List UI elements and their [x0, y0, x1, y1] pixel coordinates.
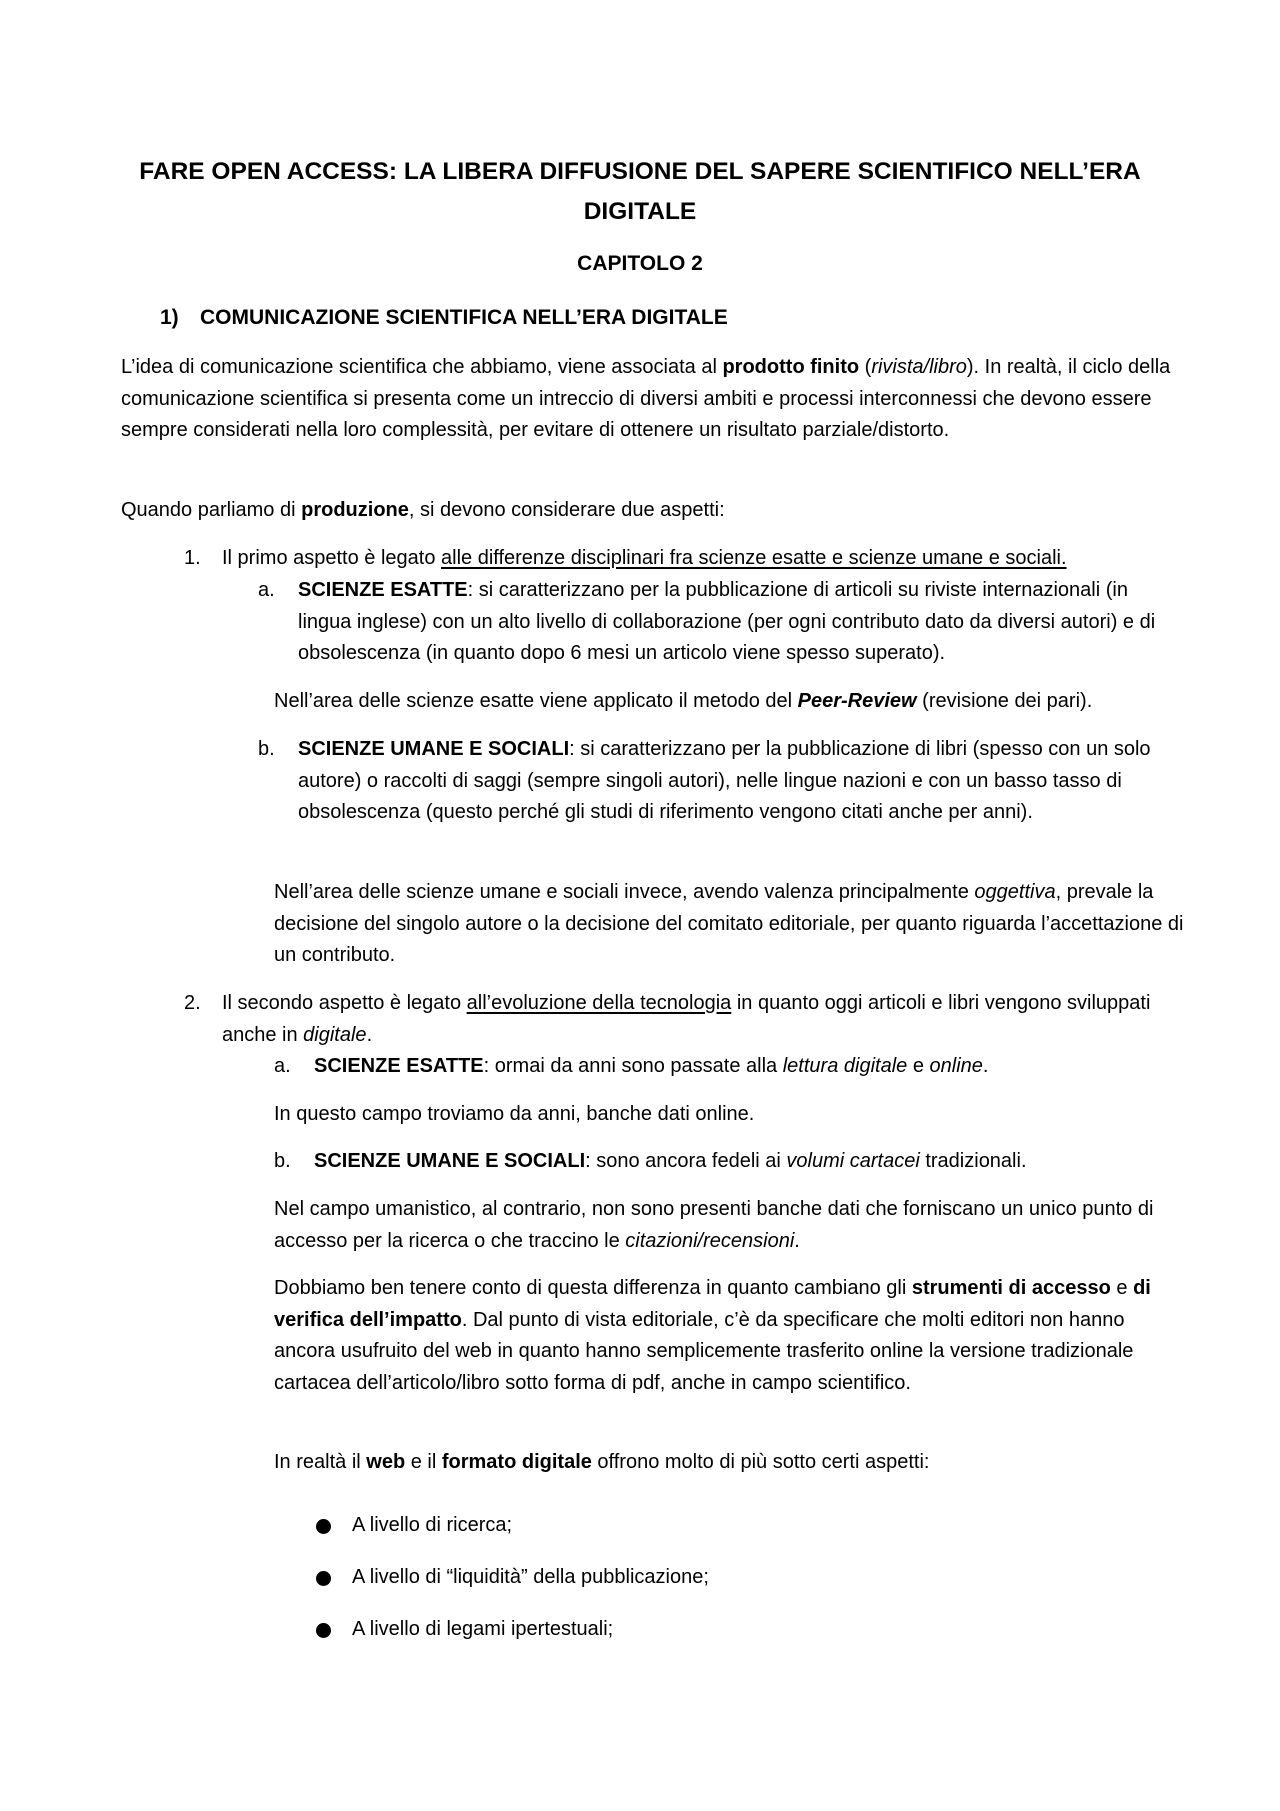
italic-term: citazioni/recensioni [625, 1229, 795, 1252]
list-marker: a. [258, 579, 275, 601]
italic-term: oggettiva [974, 881, 1056, 903]
bold-term: formato digitale [441, 1451, 592, 1473]
underlined-text: all’evoluzione della tecnologia [466, 992, 732, 1014]
italic-term: lettura digitale [782, 1055, 908, 1077]
bold-term: SCIENZE ESATTE [298, 579, 468, 601]
bold-term: di verifica dell’impatto [274, 1277, 1151, 1331]
list-marker: 1. [184, 547, 201, 569]
difference-paragraph: Dobbiamo ben tenere conto di questa differenza in quanto cambiano gli strumenti di accesso e di verifica dell’impatto. Dal punto di vista editoriale, c’è da specificare che molti editori non hanno ancora usufruito del web in quanto hanno semplicemente trasferito online la versione tradizionale cartacea dell’articolo/libro sotto forma di pdf, anche in campo scientifico. [274, 1277, 1151, 1394]
bullet-item: A livello di ricerca; [352, 1514, 513, 1536]
section-number: 1) [160, 306, 179, 329]
sublist-item-2b: SCIENZE UMANE E SOCIALI: sono ancora fedeli ai volumi cartacei tradizionali. [314, 1150, 1027, 1172]
bullet-icon [316, 1571, 331, 1586]
list-marker: a. [274, 1055, 291, 1077]
intro-paragraph: L’idea di comunicazione scientifica che abbiamo, viene associata al prodotto finito (rivista/libro). In realtà, il ciclo della comunicazione scientifica si presenta come un intreccio di diversi ambiti e processi interconnessi che devono essere sempre considerati nella loro complessità, per evitare di ottenere un risultato parziale/distorto. [121, 356, 1171, 441]
human-sciences-paragraph: Nell’area delle scienze umane e sociali invece, avendo valenza principalmente oggettiva, prevale la decisione del singolo autore o la decisione del comitato editoriale, per quanto riguarda l’accettazione di un contributo. [274, 881, 1184, 966]
list-marker: 2. [184, 992, 201, 1014]
bold-term: SCIENZE ESATTE [314, 1055, 484, 1077]
list-item-2: Il secondo aspetto è legato all’evoluzione della tecnologia in quanto oggi articoli e libri vengono sviluppati anche in digitale. [222, 992, 1151, 1046]
italic-term: rivista/libro [871, 356, 967, 378]
bullet-item: A livello di legami ipertestuali; [352, 1618, 614, 1640]
bold-term: produzione [301, 499, 409, 521]
peer-review-paragraph: Nell’area delle scienze esatte viene applicato il metodo del Peer-Review (revisione dei pari). [274, 690, 1093, 712]
underlined-text: alle differenze disciplinari fra scienze esatte e scienze umane e sociali. [441, 547, 1067, 569]
web-paragraph: In realtà il web e il formato digitale offrono molto di più sotto certi aspetti: [274, 1451, 930, 1473]
bullet-icon [316, 1623, 331, 1638]
production-paragraph: Quando parliamo di produzione, si devono considerare due aspetti: [121, 499, 725, 521]
bold-term: prodotto finito [722, 356, 860, 378]
field-paragraph: In questo campo troviamo da anni, banche dati online. [274, 1103, 755, 1125]
section-heading [160, 304, 728, 332]
sublist-item-1b: SCIENZE UMANE E SOCIALI: si caratterizzano per la pubblicazione di libri (spesso con un solo autore) o raccolti di saggi (sempre singoli autori), nelle lingue nazioni e con un basso tasso di obsolescenza (questo perché gli studi di riferimento vengono citati anche per anni). [298, 738, 1151, 823]
list-marker: b. [274, 1150, 291, 1172]
document-title: FARE OPEN ACCESS: LA LIBERA DIFFUSIONE DEL SAPERE SCIENTIFICO NELL’ERA DIGITALE [139, 158, 1141, 225]
bold-term: SCIENZE UMANE E SOCIALI [314, 1150, 586, 1172]
section-title: COMUNICAZIONE SCIENTIFICA NELL’ERA DIGITALE [200, 306, 728, 329]
bold-term: strumenti di accesso [911, 1277, 1111, 1299]
bold-term: web [366, 1451, 406, 1473]
sublist-item-1a: SCIENZE ESATTE: si caratterizzano per la pubblicazione di articoli su riviste internazionali (in lingua inglese) con un alto livello di collaborazione (per ogni contributo dato da diversi autori) e di obsolescenza (in quanto dopo 6 mesi un articolo viene spesso superato). [298, 579, 1156, 664]
chapter-heading: CAPITOLO 2 [577, 252, 703, 275]
humanistic-paragraph: Nel campo umanistico, al contrario, non sono presenti banche dati che forniscano un unico punto di accesso per la ricerca o che traccino le citazioni/recensioni. [274, 1198, 1154, 1252]
bold-italic-term: Peer-Review [797, 690, 917, 712]
italic-term: online [929, 1055, 983, 1077]
italic-term: digitale [303, 1023, 367, 1046]
bullet-icon [316, 1519, 331, 1534]
bold-term: SCIENZE UMANE E SOCIALI [298, 738, 570, 760]
sublist-item-2a: SCIENZE ESATTE: ormai da anni sono passate alla lettura digitale e online. [314, 1055, 989, 1077]
italic-term: volumi cartacei [786, 1150, 920, 1172]
bullet-item: A livello di “liquidità” della pubblicazione; [352, 1566, 709, 1588]
list-marker: b. [258, 738, 275, 760]
list-item-1: Il primo aspetto è legato alle differenze disciplinari fra scienze esatte e scienze umane e sociali. [222, 547, 1067, 569]
